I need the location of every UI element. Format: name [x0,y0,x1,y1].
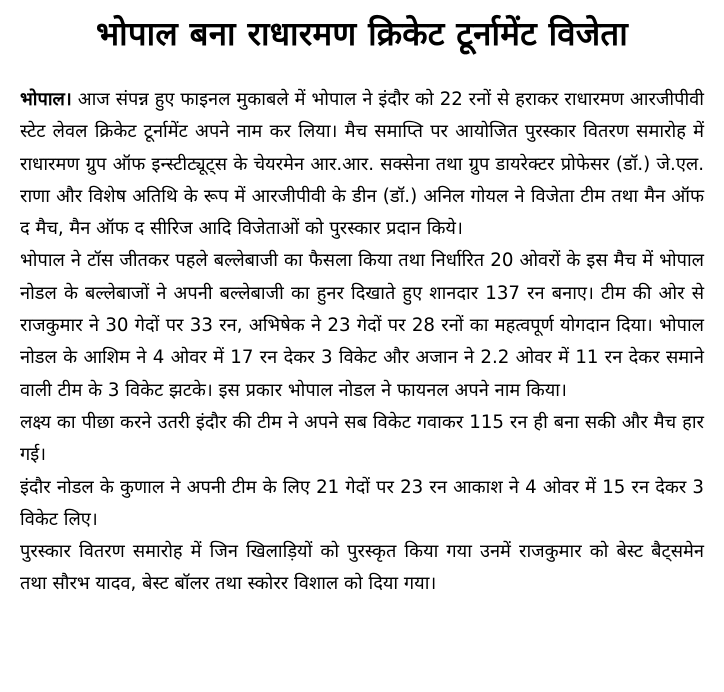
article-paragraph-3: लक्ष्य का पीछा करने उतरी इंदौर की टीम ने अपने सब विकेट गवाकर 115 रन ही बना सकी और मैच हार गई। [20,411,704,466]
article-paragraph-1 [20,84,704,245]
dateline: भोपाल। [20,89,72,110]
article-headline: भोपाल बना राधारमण क्रिकेट टूर्नामेंट विजेता [95,14,628,53]
article-paragraph-5: पुरस्कार वितरण समारोह में जिन खिलाड़ियों को पुरस्कृत किया गया उनमें राजकुमार को बेस्ट बैट्समेन तथा सौरभ यादव, बेस्ट बॉलर तथा स्कोरर विशाल को दिया गया। [20,541,704,595]
article-paragraph-2: भोपाल ने टॉस जीतकर पहले बल्लेबाजी का फैसला किया तथा निर्धारित 20 ओवरों के इस मैच में भोपाल नोडल के बल्लेबाजों ने अपनी बल्लेबाजी का हुनर दिखाते हुए शानदार 137 रन बनाए। टीम की ओर से राजकुमार ने 30 गेदों पर 33 रन, अभिषेक ने 23 गेदों पर 28 रनों का महत्वपूर्ण योगदान दिया। भोपाल नोडल के आशिम ने 4 ओवर में 17 रन देकर 3 विकेट और अजान ने 2.2 ओवर में 11 रन देकर समाने वाली टीम के 3 विकेट झटके। इस प्रकार भोपाल नोडल ने फायनल अपने नाम किया। [20,250,704,401]
article-body [20,84,704,601]
article-paragraph-4: इंदौर नोडल के कुणाल ने अपनी टीम के लिए 21 गेदों पर 23 रन आकाश ने 4 ओवर में 15 रन देकर 3 विकेट लिए। [20,476,704,530]
paragraph-1-text: आज संपन्न हुए फाइनल मुकाबले में भोपाल ने इंदौर को 22 रनों से हराकर राधारमण आरजीपीवी स्टेट लेवल क्रिकेट टूर्नामेंट अपने नाम कर लिया। मैच समाप्ति पर आयोजित पुरस्कार वितरण समारोह में राधारमण ग्रुप ऑफ इन्स्टीट्यूट्स के चेयरमेन आर.आर. सक्सेना तथा ग्रुप डायरेक्टर प्रोफेसर (डॉ.) जे.एल. राणा और विशेष अतिथि के रूप में आरजीपीवी के डीन (डॉ.) अनिल गोयल ने विजेता टीम तथा मैन ऑफ द मैच, मैन ऑफ द सीरिज आदि विजेताओं को पुरस्कार प्रदान किये। [20,89,704,240]
